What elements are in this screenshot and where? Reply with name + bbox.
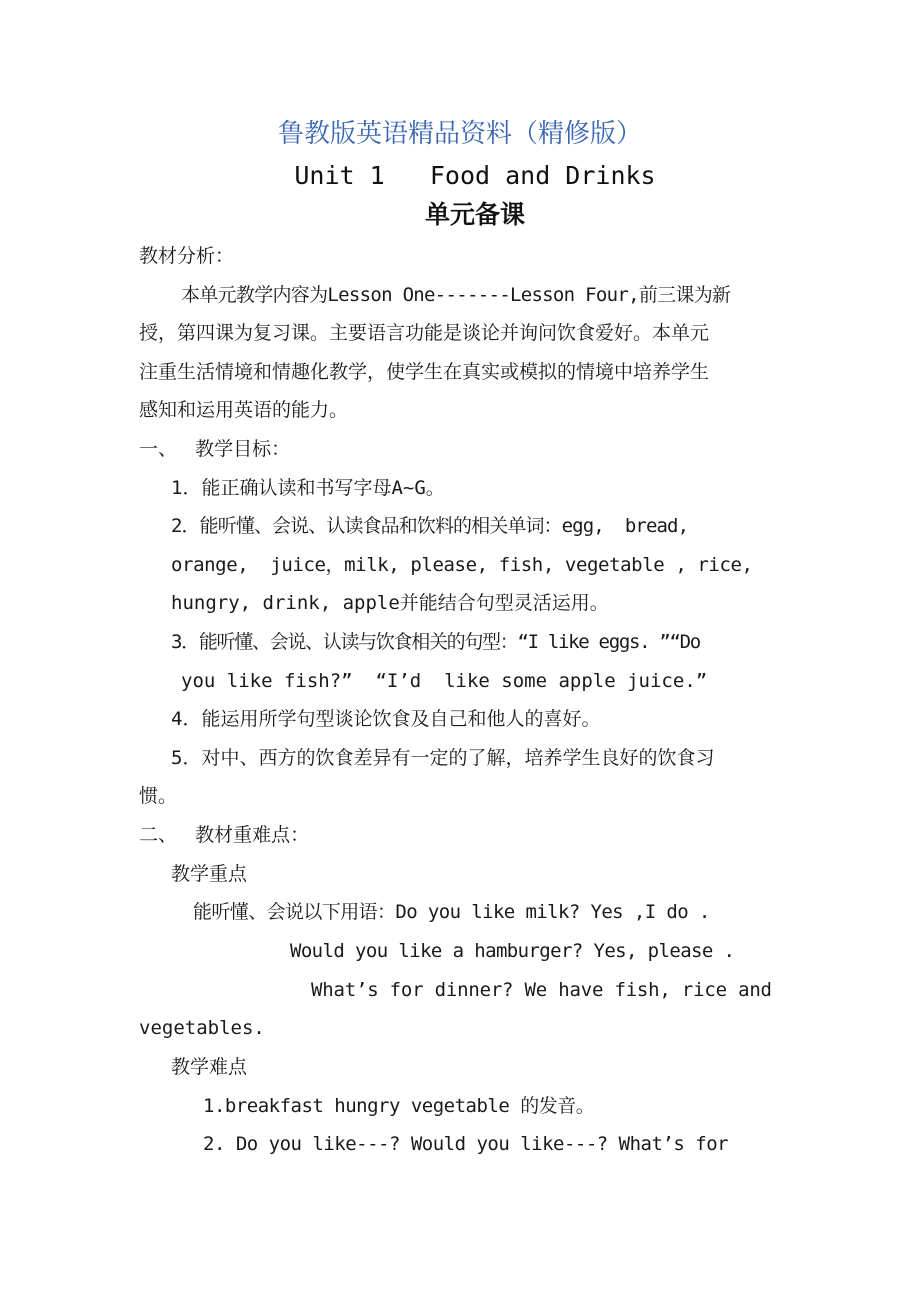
goal-item: 5．对中、西方的饮食差异有一定的了解，培养学生良好的饮食习 — [171, 747, 715, 769]
analysis-line: 注重生活情境和情趣化教学，使学生在真实或模拟的情境中培养学生 — [139, 361, 710, 383]
goal-item: hungry, drink, apple并能结合句型灵活运用。 — [171, 592, 609, 614]
focus-heading: 教学重点 — [171, 863, 248, 885]
goal-item: 2．能听懂、会说、认读食品和饮料的相关单词：egg, bread, — [171, 515, 689, 537]
focus-line: What’s for dinner? We have fish, rice and — [311, 979, 772, 1001]
analysis-heading: 教材分析： — [139, 245, 235, 267]
analysis-line: 感知和运用英语的能力。 — [139, 399, 349, 421]
focus-line: 能听懂、会说以下用语：Do you like milk? Yes ,I do . — [193, 901, 710, 923]
key-points-heading: 二、 教材重难点： — [139, 824, 310, 846]
goal-item: 惯。 — [139, 785, 178, 807]
goal-item: 1．能正确认读和书写字母A~G。 — [171, 477, 445, 499]
difficulty-line: 2. Do you like---? Would you like---? What’s for — [203, 1133, 729, 1155]
focus-line: Would you like a hamburger? Yes, please . — [290, 940, 735, 962]
goals-heading: 一、 教学目标： — [139, 438, 291, 460]
unit-title: Unit 1 Food and Drinks — [294, 161, 656, 190]
watermark-title: 鲁教版英语精品资料（精修版） — [277, 119, 642, 149]
focus-line: vegetables. — [139, 1017, 265, 1039]
section-subtitle: 单元备课 — [424, 200, 525, 229]
goal-item: you like fish?” “I’d like some apple juice.” — [181, 670, 708, 692]
analysis-line: 本单元教学内容为Lesson One-------Lesson Four,前三课为新 — [181, 284, 731, 306]
goal-item: orange, juice，milk, please, fish, vegetable , rice, — [171, 554, 753, 576]
difficulty-line: 1.breakfast hungry vegetable 的发音。 — [203, 1095, 595, 1117]
goal-item: 4．能运用所学句型谈论饮食及自己和他人的喜好。 — [171, 708, 601, 730]
goal-item: 3．能听懂、会说、认读与饮食相关的句型：“I like eggs. ”“Do — [171, 631, 700, 653]
difficulty-heading: 教学难点 — [171, 1056, 248, 1078]
analysis-line: 授，第四课为复习课。主要语言功能是谈论并询问饮食爱好。本单元 — [139, 322, 710, 344]
